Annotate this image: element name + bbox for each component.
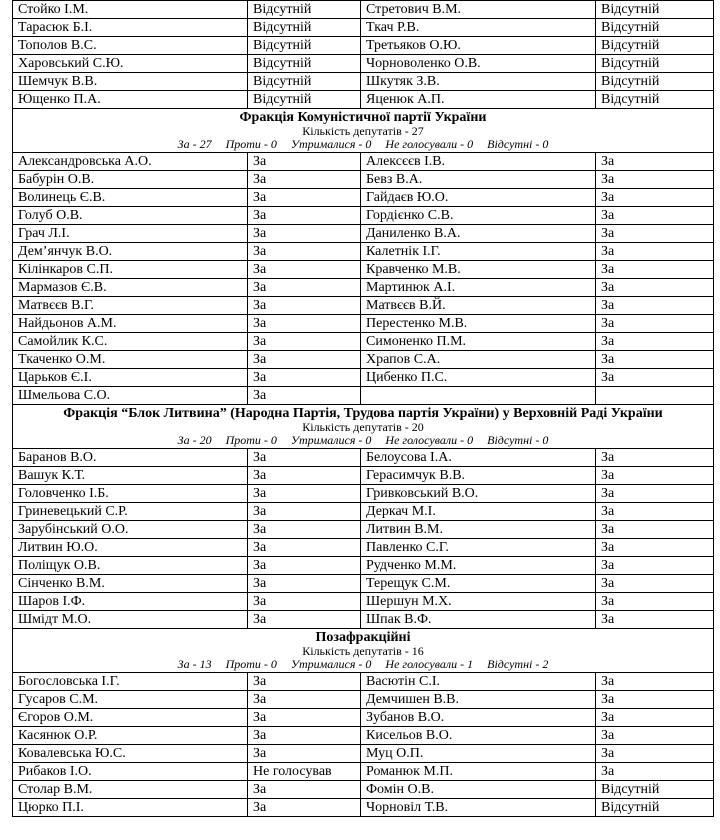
vote-result: За <box>596 207 714 225</box>
deputy-row <box>13 55 714 73</box>
vote-result: Відсутній <box>596 19 714 37</box>
vote-summary-item: Відсутні - 2 <box>487 657 549 671</box>
deputy-name: Александровська А.О. <box>13 153 248 171</box>
deputy-name: Головченко І.Б. <box>13 485 248 503</box>
faction-deputy-count: Кількість депутатів - 16 <box>302 644 424 658</box>
deputy-name: Стойко І.М. <box>13 1 248 19</box>
deputy-name: Романюк М.П. <box>361 763 596 781</box>
deputy-name: Шмельова С.О. <box>13 387 248 405</box>
deputy-name: Ковалевська Ю.С. <box>13 745 248 763</box>
deputy-name: Литвин Ю.О. <box>13 539 248 557</box>
deputy-name: Богословська І.Г. <box>13 673 248 691</box>
vote-summary-item: Проти - 0 <box>225 433 277 447</box>
vote-result: За <box>596 745 714 763</box>
faction-header-row <box>13 109 714 153</box>
vote-result: За <box>596 153 714 171</box>
vote-result: За <box>248 297 361 315</box>
deputy-name: Даниленко В.А. <box>361 225 596 243</box>
vote-result: За <box>248 467 361 485</box>
vote-result: За <box>248 225 361 243</box>
vote-summary-item: Не голосували - 1 <box>385 657 474 671</box>
deputy-name: Кравченко М.В. <box>361 261 596 279</box>
deputy-row <box>13 709 714 727</box>
deputy-name: Касянюк О.Р. <box>13 727 248 745</box>
deputy-name: Калетнік І.Г. <box>361 243 596 261</box>
deputy-row <box>13 449 714 467</box>
deputy-name: Матвєєв В.Г. <box>13 297 248 315</box>
deputy-row <box>13 261 714 279</box>
deputy-name: Деркач М.І. <box>361 503 596 521</box>
vote-result: За <box>596 503 714 521</box>
vote-result: За <box>596 333 714 351</box>
deputy-row <box>13 539 714 557</box>
vote-result: Відсутній <box>596 781 714 799</box>
deputy-name: Перестенко М.В. <box>361 315 596 333</box>
deputy-row <box>13 315 714 333</box>
deputy-row <box>13 279 714 297</box>
vote-result: Відсутній <box>248 73 361 91</box>
vote-result: За <box>596 485 714 503</box>
deputy-row <box>13 467 714 485</box>
vote-result: За <box>596 225 714 243</box>
deputy-name: Чорновіл Т.В. <box>361 799 596 817</box>
deputy-name: Белоусова І.А. <box>361 449 596 467</box>
vote-result: За <box>248 153 361 171</box>
deputy-row <box>13 153 714 171</box>
vote-result: За <box>596 557 714 575</box>
vote-result: За <box>248 781 361 799</box>
vote-result: Відсутній <box>596 37 714 55</box>
deputy-name: Сінченко В.М. <box>13 575 248 593</box>
vote-summary-item: Відсутні - 0 <box>487 137 549 151</box>
deputy-row <box>13 485 714 503</box>
deputy-name: Мартинюк А.І. <box>361 279 596 297</box>
vote-result: За <box>248 351 361 369</box>
deputy-name: Вашук К.Т. <box>13 467 248 485</box>
vote-result: За <box>596 261 714 279</box>
vote-summary-item: Утрималися - 0 <box>290 433 372 447</box>
vote-result: За <box>596 297 714 315</box>
deputy-name: Герасимчук В.В. <box>361 467 596 485</box>
deputy-name: Гайдаєв Ю.О. <box>361 189 596 207</box>
faction-header <box>13 629 714 673</box>
deputy-name: Кисельов В.О. <box>361 727 596 745</box>
vote-result: За <box>596 189 714 207</box>
deputy-row <box>13 19 714 37</box>
deputy-row <box>13 207 714 225</box>
faction-header-row <box>13 629 714 673</box>
deputy-name: Муц О.П. <box>361 745 596 763</box>
deputy-name: Фомін О.В. <box>361 781 596 799</box>
deputy-name: Рудченко М.М. <box>361 557 596 575</box>
deputy-row <box>13 763 714 781</box>
deputy-name: Ткач Р.В. <box>361 19 596 37</box>
vote-result: За <box>248 673 361 691</box>
deputy-name: Шмідт М.О. <box>13 611 248 629</box>
deputy-row <box>13 243 714 261</box>
deputy-name: Алексєєв І.В. <box>361 153 596 171</box>
faction-header <box>13 405 714 449</box>
deputy-row <box>13 73 714 91</box>
deputy-name: Царьков Є.І. <box>13 369 248 387</box>
deputy-name: Ткаченко О.М. <box>13 351 248 369</box>
vote-result: Відсутній <box>248 55 361 73</box>
deputy-name: Ющенко П.А. <box>13 91 248 109</box>
vote-result: За <box>596 279 714 297</box>
vote-result: За <box>596 449 714 467</box>
vote-result: За <box>248 243 361 261</box>
vote-result: За <box>596 369 714 387</box>
vote-result: За <box>248 691 361 709</box>
vote-result: За <box>248 261 361 279</box>
deputy-row <box>13 593 714 611</box>
vote-result: За <box>248 207 361 225</box>
deputy-row <box>13 387 714 405</box>
deputy-row <box>13 727 714 745</box>
deputy-name: Найдьонов А.М. <box>13 315 248 333</box>
deputy-row <box>13 799 714 817</box>
vote-summary-item: Не голосували - 0 <box>385 433 474 447</box>
deputy-row <box>13 557 714 575</box>
vote-result: За <box>248 485 361 503</box>
deputy-name: Тополов В.С. <box>13 37 248 55</box>
deputy-name: Бабурін О.В. <box>13 171 248 189</box>
vote-summary-item: Утрималися - 0 <box>290 657 372 671</box>
vote-result: За <box>248 171 361 189</box>
deputy-name: Зубанов В.О. <box>361 709 596 727</box>
deputy-name: Столар В.М. <box>13 781 248 799</box>
vote-result: За <box>596 593 714 611</box>
deputy-name: Яценюк А.П. <box>361 91 596 109</box>
deputy-name: Гривковський В.О. <box>361 485 596 503</box>
vote-result: Відсутній <box>248 1 361 19</box>
vote-result: Не голосував <box>248 763 361 781</box>
deputy-name: Стретович В.М. <box>361 1 596 19</box>
deputy-row <box>13 503 714 521</box>
vote-result: За <box>596 521 714 539</box>
deputy-name: Шаров І.Ф. <box>13 593 248 611</box>
deputy-row <box>13 691 714 709</box>
deputy-row <box>13 171 714 189</box>
deputy-name: Дем’янчук В.О. <box>13 243 248 261</box>
vote-summary-item: Проти - 0 <box>225 657 277 671</box>
deputy-name: Рибаков І.О. <box>13 763 248 781</box>
deputy-name: Терещук С.М. <box>361 575 596 593</box>
deputy-name: Шемчук В.В. <box>13 73 248 91</box>
vote-result: За <box>248 709 361 727</box>
deputy-name: Цибенко П.С. <box>361 369 596 387</box>
vote-result: За <box>248 593 361 611</box>
vote-result: За <box>596 611 714 629</box>
vote-result: За <box>248 387 361 405</box>
faction-header-row <box>13 405 714 449</box>
vote-summary-item: Відсутні - 0 <box>487 433 549 447</box>
vote-result: За <box>248 369 361 387</box>
faction-header <box>13 109 714 153</box>
faction-title: Фракція Комуністичної партії України <box>239 110 487 125</box>
deputy-name: Храпов С.А. <box>361 351 596 369</box>
vote-result: За <box>596 467 714 485</box>
deputy-name: Мармазов Є.В. <box>13 279 248 297</box>
deputy-name: Гриневецький С.Р. <box>13 503 248 521</box>
vote-result: За <box>596 691 714 709</box>
vote-results-body <box>13 1 714 817</box>
deputy-row <box>13 225 714 243</box>
deputy-name: Шкутяк З.В. <box>361 73 596 91</box>
deputy-row <box>13 781 714 799</box>
vote-result: За <box>248 727 361 745</box>
deputy-row <box>13 37 714 55</box>
deputy-row <box>13 521 714 539</box>
deputy-row <box>13 611 714 629</box>
deputy-name: Кілінкаров С.П. <box>13 261 248 279</box>
vote-result: За <box>248 539 361 557</box>
vote-result: За <box>248 449 361 467</box>
vote-result: За <box>248 279 361 297</box>
deputy-name: Чорноволенко О.В. <box>361 55 596 73</box>
deputy-name <box>361 387 596 405</box>
vote-result: Відсутній <box>596 1 714 19</box>
vote-result: За <box>596 575 714 593</box>
vote-result: За <box>248 503 361 521</box>
vote-result: За <box>248 611 361 629</box>
vote-summary-item: За - 13 <box>177 657 212 671</box>
vote-result: Відсутній <box>596 55 714 73</box>
vote-summary-item: Проти - 0 <box>225 137 277 151</box>
vote-summary-item: Утрималися - 0 <box>290 137 372 151</box>
vote-summary-item: Не голосували - 0 <box>385 137 474 151</box>
deputy-name: Шершун М.Х. <box>361 593 596 611</box>
deputy-name: Литвин В.М. <box>361 521 596 539</box>
deputy-name: Третьяков О.Ю. <box>361 37 596 55</box>
deputy-name: Демчишен В.В. <box>361 691 596 709</box>
vote-result: За <box>596 171 714 189</box>
faction-vote-summary <box>13 434 713 447</box>
vote-summary-item: За - 20 <box>177 433 212 447</box>
deputy-row <box>13 189 714 207</box>
deputy-name: Самойлик К.С. <box>13 333 248 351</box>
deputy-name: Грач Л.І. <box>13 225 248 243</box>
vote-result: За <box>596 539 714 557</box>
deputy-row <box>13 1 714 19</box>
vote-result: За <box>248 189 361 207</box>
vote-result: За <box>248 745 361 763</box>
vote-result: За <box>248 333 361 351</box>
vote-result: За <box>596 351 714 369</box>
deputy-name: Симоненко П.М. <box>361 333 596 351</box>
vote-result: За <box>596 673 714 691</box>
deputy-name: Волинець Є.В. <box>13 189 248 207</box>
faction-title: Фракція “Блок Литвина” (Народна Партія, Трудова партія України) у Верховній Раді України <box>63 406 663 421</box>
deputy-row <box>13 91 714 109</box>
faction-deputy-count: Кількість депутатів - 20 <box>302 420 424 434</box>
faction-vote-summary <box>13 138 713 151</box>
vote-results-table <box>12 0 714 817</box>
deputy-name: Матвєєв В.Й. <box>361 297 596 315</box>
vote-result: За <box>248 315 361 333</box>
deputy-name: Гусаров С.М. <box>13 691 248 709</box>
deputy-name: Бевз В.А. <box>361 171 596 189</box>
vote-result: За <box>248 575 361 593</box>
deputy-name: Гордієнко С.В. <box>361 207 596 225</box>
deputy-name: Поліщук О.В. <box>13 557 248 575</box>
deputy-row <box>13 745 714 763</box>
faction-title: Позафракційні <box>315 630 411 645</box>
vote-result: Відсутній <box>248 37 361 55</box>
deputy-name: Павленко С.Г. <box>361 539 596 557</box>
deputy-name: Єгоров О.М. <box>13 709 248 727</box>
vote-result: За <box>248 557 361 575</box>
vote-result: За <box>248 521 361 539</box>
faction-deputy-count: Кількість депутатів - 27 <box>302 124 424 138</box>
vote-result: Відсутній <box>596 91 714 109</box>
deputy-row <box>13 369 714 387</box>
deputy-name: Тарасюк Б.І. <box>13 19 248 37</box>
vote-result: За <box>596 763 714 781</box>
deputy-row <box>13 673 714 691</box>
vote-result: За <box>596 315 714 333</box>
deputy-name: Харовський С.Ю. <box>13 55 248 73</box>
vote-summary-item: За - 27 <box>177 137 212 151</box>
deputy-name: Голуб О.В. <box>13 207 248 225</box>
vote-result <box>596 387 714 405</box>
vote-result: За <box>596 709 714 727</box>
deputy-row <box>13 333 714 351</box>
vote-result: Відсутній <box>596 799 714 817</box>
vote-result: За <box>596 727 714 745</box>
deputy-row <box>13 575 714 593</box>
faction-vote-summary <box>13 658 713 671</box>
vote-result: За <box>248 799 361 817</box>
vote-result: Відсутній <box>248 91 361 109</box>
deputy-row <box>13 297 714 315</box>
deputy-name: Баранов В.О. <box>13 449 248 467</box>
vote-result: За <box>596 243 714 261</box>
deputy-name: Цюрко П.І. <box>13 799 248 817</box>
deputy-name: Шпак В.Ф. <box>361 611 596 629</box>
deputy-name: Зарубінський О.О. <box>13 521 248 539</box>
deputy-row <box>13 351 714 369</box>
vote-result: Відсутній <box>596 73 714 91</box>
deputy-name: Васютін С.І. <box>361 673 596 691</box>
vote-result: Відсутній <box>248 19 361 37</box>
